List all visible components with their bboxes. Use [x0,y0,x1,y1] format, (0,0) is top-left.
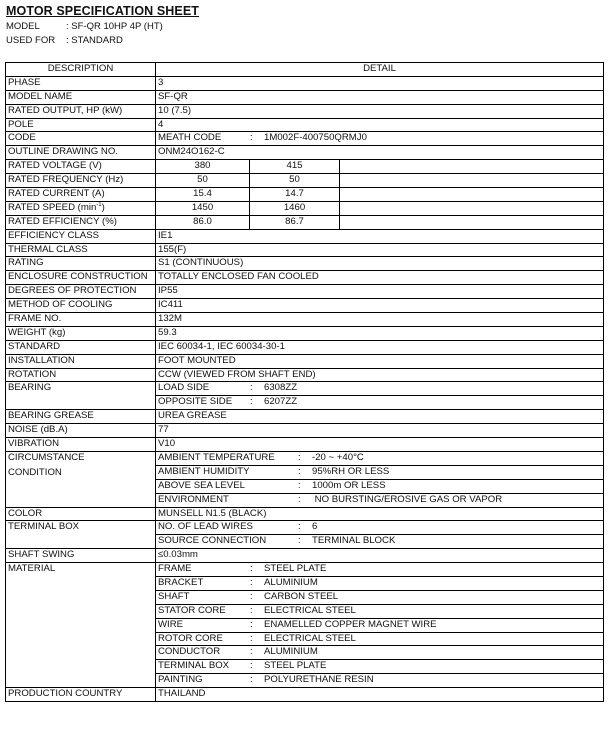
sub-value: ALUMINIUM [264,646,318,658]
value-1: 1450 [156,201,250,215]
row-value: CCW (VIEWED FROM SHAFT END) [156,368,604,382]
table-row [6,243,604,257]
row-label: PRODUCTION COUNTRY [6,688,156,702]
sub-key: CONDUCTOR [158,646,221,658]
sub-value: STEEL PLATE [264,563,327,575]
table-row [6,76,604,90]
table-row [6,507,604,521]
row-label: BEARING GREASE [6,410,156,424]
sub-row [156,396,604,410]
meta-label: MODEL [6,21,40,32]
row-label: NOISE (dB.A) [6,424,156,438]
value-empty [340,174,604,188]
sub-key: ENVIRONMENT [158,493,229,505]
sub-value: 6207ZZ [264,396,298,408]
row-label: SHAFT SWING [6,549,156,563]
row-label: VIBRATION [6,438,156,452]
sub-value: 6 [312,521,318,533]
sub-key: SHAFT [158,590,190,602]
colon: : [298,493,301,505]
sub-key: TERMINAL BOX [158,660,230,672]
sub-key: WIRE [158,618,184,630]
row-label: COLOR [6,507,156,521]
sub-key: FRAME [158,563,192,575]
colon: : [250,382,253,394]
row-value: ≤0.03mm [156,549,604,563]
row-value: IE1 [156,229,604,243]
row-label: RATED CURRENT (A) [6,188,156,202]
sub-row [156,521,604,535]
row-label [6,201,156,215]
table-row [6,160,604,174]
row-label: POLE [6,118,156,132]
colon: : [250,576,253,588]
row-label: ENCLOSURE CONSTRUCTION [6,271,156,285]
sub-row [156,382,604,396]
sub-value: ELECTRICAL STEEL [264,632,356,644]
row-label [6,451,156,507]
colon: : [250,646,253,658]
colon: : [250,132,253,144]
sub-key: SOURCE CONNECTION [158,535,267,547]
table-row [6,215,604,229]
row-label: DEGREES OF PROTECTION [6,285,156,299]
colon: : [250,660,253,672]
row-value: TOTALLY ENCLOSED FAN COOLED [156,271,604,285]
row-value: 132M [156,313,604,327]
row-label: WEIGHT (kg) [6,326,156,340]
colon: : [250,674,253,686]
row-value: V10 [156,438,604,452]
sub-value: 1000m OR LESS [312,479,386,491]
value-2: 415 [250,160,340,174]
row-label: METHOD OF COOLING [6,299,156,313]
row-label: CODE [6,132,156,146]
sub-row [156,604,604,618]
row-value: FOOT MOUNTED [156,354,604,368]
row-value: S1 (CONTINUOUS) [156,257,604,271]
sub-row [156,479,604,493]
sub-key: MEATH CODE [158,132,222,144]
label-superscript: -1 [96,201,102,208]
sub-row [156,465,604,479]
table-row [6,229,604,243]
colon: : [298,465,301,477]
row-label: EFFICIENCY CLASS [6,229,156,243]
table-row [6,132,604,146]
meta-label: USED FOR [6,35,56,46]
table-row [6,313,604,327]
header-description: DESCRIPTION [6,63,156,77]
colon: : [250,632,253,644]
sub-key: ROTOR CORE [158,632,223,644]
value-2: 50 [250,174,340,188]
sub-key: ABOVE SEA LEVEL [158,479,245,491]
row-label: RATED VOLTAGE (V) [6,160,156,174]
colon: : [298,521,301,533]
row-label: PHASE [6,76,156,90]
colon: : [298,535,301,547]
sub-row [156,563,604,577]
row-value: ONM24O162-C [156,146,604,160]
sub-key: STATOR CORE [158,604,226,616]
table-row [6,340,604,354]
table-header-row [6,63,604,77]
row-label: RATED OUTPUT, HP (kW) [6,104,156,118]
header-detail: DETAIL [156,63,604,77]
sub-value: POLYURETHANE RESIN [264,674,374,686]
colon: : [250,618,253,630]
row-value: THAILAND [156,688,604,702]
row-value: IEC 60034-1, IEC 60034-30-1 [156,340,604,354]
sub-value: ELECTRICAL STEEL [264,604,356,616]
table-row [6,174,604,188]
sub-key: AMBIENT HUMIDITY [158,465,250,477]
row-label: FRAME NO. [6,313,156,327]
colon: : [298,479,301,491]
row-value: 155(F) [156,243,604,257]
table-row [6,688,604,702]
meta-model [6,21,163,32]
value-empty [340,201,604,215]
table-row [6,382,604,396]
table-row [6,424,604,438]
sub-value: 6308ZZ [264,382,298,394]
value-2: 14.7 [250,188,340,202]
table-row [6,188,604,202]
sub-row [156,618,604,632]
sub-value: ENAMELLED COPPER MAGNET WIRE [264,618,437,630]
value-empty [340,188,604,202]
sub-row [156,646,604,660]
sub-value: STEEL PLATE [264,660,327,672]
row-value: 3 [156,76,604,90]
table-row [6,257,604,271]
value-1: 380 [156,160,250,174]
sub-row [156,590,604,604]
row-value: IP55 [156,285,604,299]
row-label: BEARING [6,382,156,410]
table-row [6,299,604,313]
table-row [6,521,604,535]
table-row [6,90,604,104]
table-row [6,410,604,424]
row-label: THERMAL CLASS [6,243,156,257]
table-row [6,326,604,340]
table-row [6,368,604,382]
sub-value: -20 ~ +40°C [312,451,364,463]
sub-value: 95%RH OR LESS [312,465,390,477]
row-label: ROTATION [6,368,156,382]
label-text: RATED SPEED (min [8,201,97,213]
row-value: UREA GREASE [156,410,604,424]
table-row [6,549,604,563]
table-row [6,104,604,118]
label-end: ) [101,201,105,213]
value-1: 86.0 [156,215,250,229]
meta-value: : STANDARD [66,35,123,46]
sub-key: AMBIENT TEMPERATURE [158,451,275,463]
value-empty [340,160,604,174]
row-label: MATERIAL [6,563,156,688]
meta-value: : SF-QR 10HP 4P (HT) [66,21,163,32]
sub-row [156,674,604,688]
row-value: SF-QR [156,90,604,104]
sub-key: NO. OF LEAD WIRES [158,521,253,533]
row-value: MUNSELL N1.5 (BLACK) [156,507,604,521]
row-label: RATED FREQUENCY (Hz) [6,174,156,188]
sub-value: ALUMINIUM [264,576,318,588]
sub-key: LOAD SIDE [158,382,210,394]
sub-row [156,535,604,549]
row-label: TERMINAL BOX [6,521,156,549]
table-row [6,285,604,299]
spec-table [5,62,604,702]
row-label: MODEL NAME [6,90,156,104]
sub-value: CARBON STEEL [264,590,339,602]
table-row [6,271,604,285]
meta-used-for [6,35,123,46]
sub-row [156,660,604,674]
table-row [6,201,604,215]
table-row [6,451,604,465]
table-row [6,438,604,452]
sub-row [156,493,604,507]
sub-row [156,451,604,465]
value-2: 86.7 [250,215,340,229]
row-value: 77 [156,424,604,438]
table-row [6,563,604,577]
table-row [6,146,604,160]
table-row [6,118,604,132]
sub-key: OPPOSITE SIDE [158,396,233,408]
value-empty [340,215,604,229]
sub-value: NO BURSTING/EROSIVE GAS OR VAPOR [312,493,503,505]
row-label: RATED EFFICIENCY (%) [6,215,156,229]
colon: : [250,590,253,602]
label-line-2: CONDITION [8,466,62,478]
table-row [6,354,604,368]
sub-key: PAINTING [158,674,203,686]
row-label: STANDARD [6,340,156,354]
row-value [156,132,604,146]
row-label: INSTALLATION [6,354,156,368]
row-value: IC411 [156,299,604,313]
row-label: OUTLINE DRAWING NO. [6,146,156,160]
colon: : [250,604,253,616]
row-value: 59.3 [156,326,604,340]
value-2: 1460 [250,201,340,215]
label-line-1: CIRCUMSTANCE [8,451,85,463]
sub-key: BRACKET [158,576,204,588]
row-value: 4 [156,118,604,132]
row-label: RATING [6,257,156,271]
sub-row [156,632,604,646]
row-value: 10 (7.5) [156,104,604,118]
sub-row [156,576,604,590]
colon: : [250,396,253,408]
colon: : [298,451,301,463]
sub-value: TERMINAL BLOCK [312,535,396,547]
value-1: 50 [156,174,250,188]
document-title: MOTOR SPECIFICATION SHEET [6,4,200,18]
value-1: 15.4 [156,188,250,202]
sub-value: 1M002F-400750QRMJ0 [264,132,367,144]
colon: : [250,563,253,575]
